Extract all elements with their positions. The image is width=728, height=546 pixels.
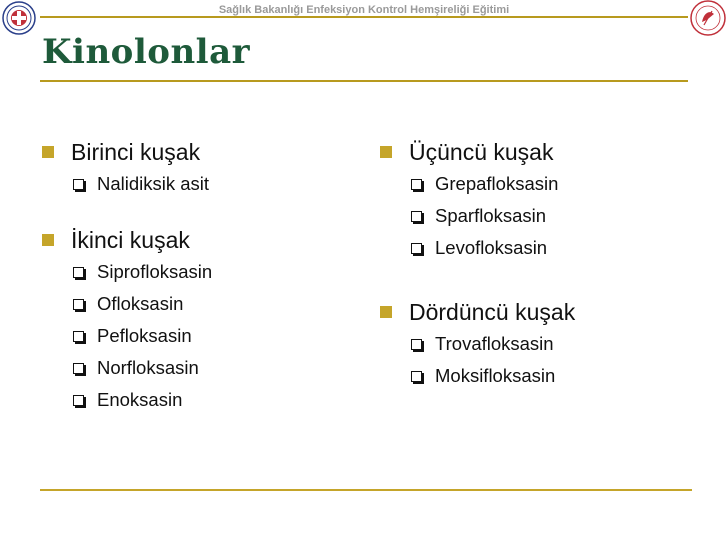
checkbox-bullet-icon (411, 339, 422, 350)
bullet-group-second-generation (42, 224, 212, 256)
list-item-label: Grepafloksasin (435, 173, 559, 194)
bullet-label: Dördüncü kuşak (409, 299, 576, 325)
list-item (42, 256, 212, 288)
bullet-group-first-generation (42, 136, 212, 168)
bullet-group-third-generation (380, 136, 575, 168)
list-item-label: Siprofloksasin (97, 261, 213, 282)
title-underline (40, 80, 688, 82)
square-bullet-icon (42, 234, 54, 246)
list-item (42, 320, 212, 352)
checkbox-bullet-icon (411, 243, 422, 254)
checkbox-bullet-icon (73, 395, 84, 406)
nursing-emblem-icon (690, 0, 726, 36)
list-item-label: Norfloksasin (97, 357, 199, 378)
list-item (380, 232, 575, 264)
list-item (42, 288, 212, 320)
square-bullet-icon (380, 146, 392, 158)
list-item (42, 168, 212, 200)
checkbox-bullet-icon (73, 331, 84, 342)
square-bullet-icon (380, 306, 392, 318)
bullet-label: Üçüncü kuşak (409, 139, 554, 165)
footer-divider (40, 489, 692, 491)
list-item-label: Levofloksasin (435, 237, 548, 258)
checkbox-bullet-icon (411, 371, 422, 382)
list-item-label: Nalidiksik asit (97, 173, 210, 194)
list-item-label: Moksifloksasin (435, 365, 556, 386)
list-item (42, 352, 212, 384)
slide-title: Kinolonlar (42, 32, 251, 72)
checkbox-bullet-icon (73, 267, 84, 278)
list-item (380, 360, 575, 392)
header-org-text: Sağlık Bakanlığı Enfeksiyon Kontrol Hemşireliği Eğitimi (218, 4, 510, 16)
square-bullet-icon (42, 146, 54, 158)
header-divider (40, 16, 688, 18)
checkbox-bullet-icon (73, 299, 84, 310)
checkbox-bullet-icon (73, 363, 84, 374)
list-item-label: Enoksasin (97, 389, 183, 410)
list-item-label: Pefloksasin (97, 325, 192, 346)
left-column (42, 136, 212, 416)
list-item-label: Ofloksasin (97, 293, 184, 314)
bullet-label: Birinci kuşak (71, 139, 201, 165)
bullet-group-fourth-generation (380, 296, 575, 328)
checkbox-bullet-icon (411, 211, 422, 222)
bullet-label: İkinci kuşak (71, 227, 190, 253)
checkbox-bullet-icon (73, 179, 84, 190)
list-item-label: Sparfloksasin (435, 205, 547, 226)
list-item (42, 384, 212, 416)
list-item (380, 328, 575, 360)
checkbox-bullet-icon (411, 179, 422, 190)
list-item-label: Trovafloksasin (435, 333, 554, 354)
list-item (380, 200, 575, 232)
list-item (380, 168, 575, 200)
right-column (380, 136, 575, 392)
